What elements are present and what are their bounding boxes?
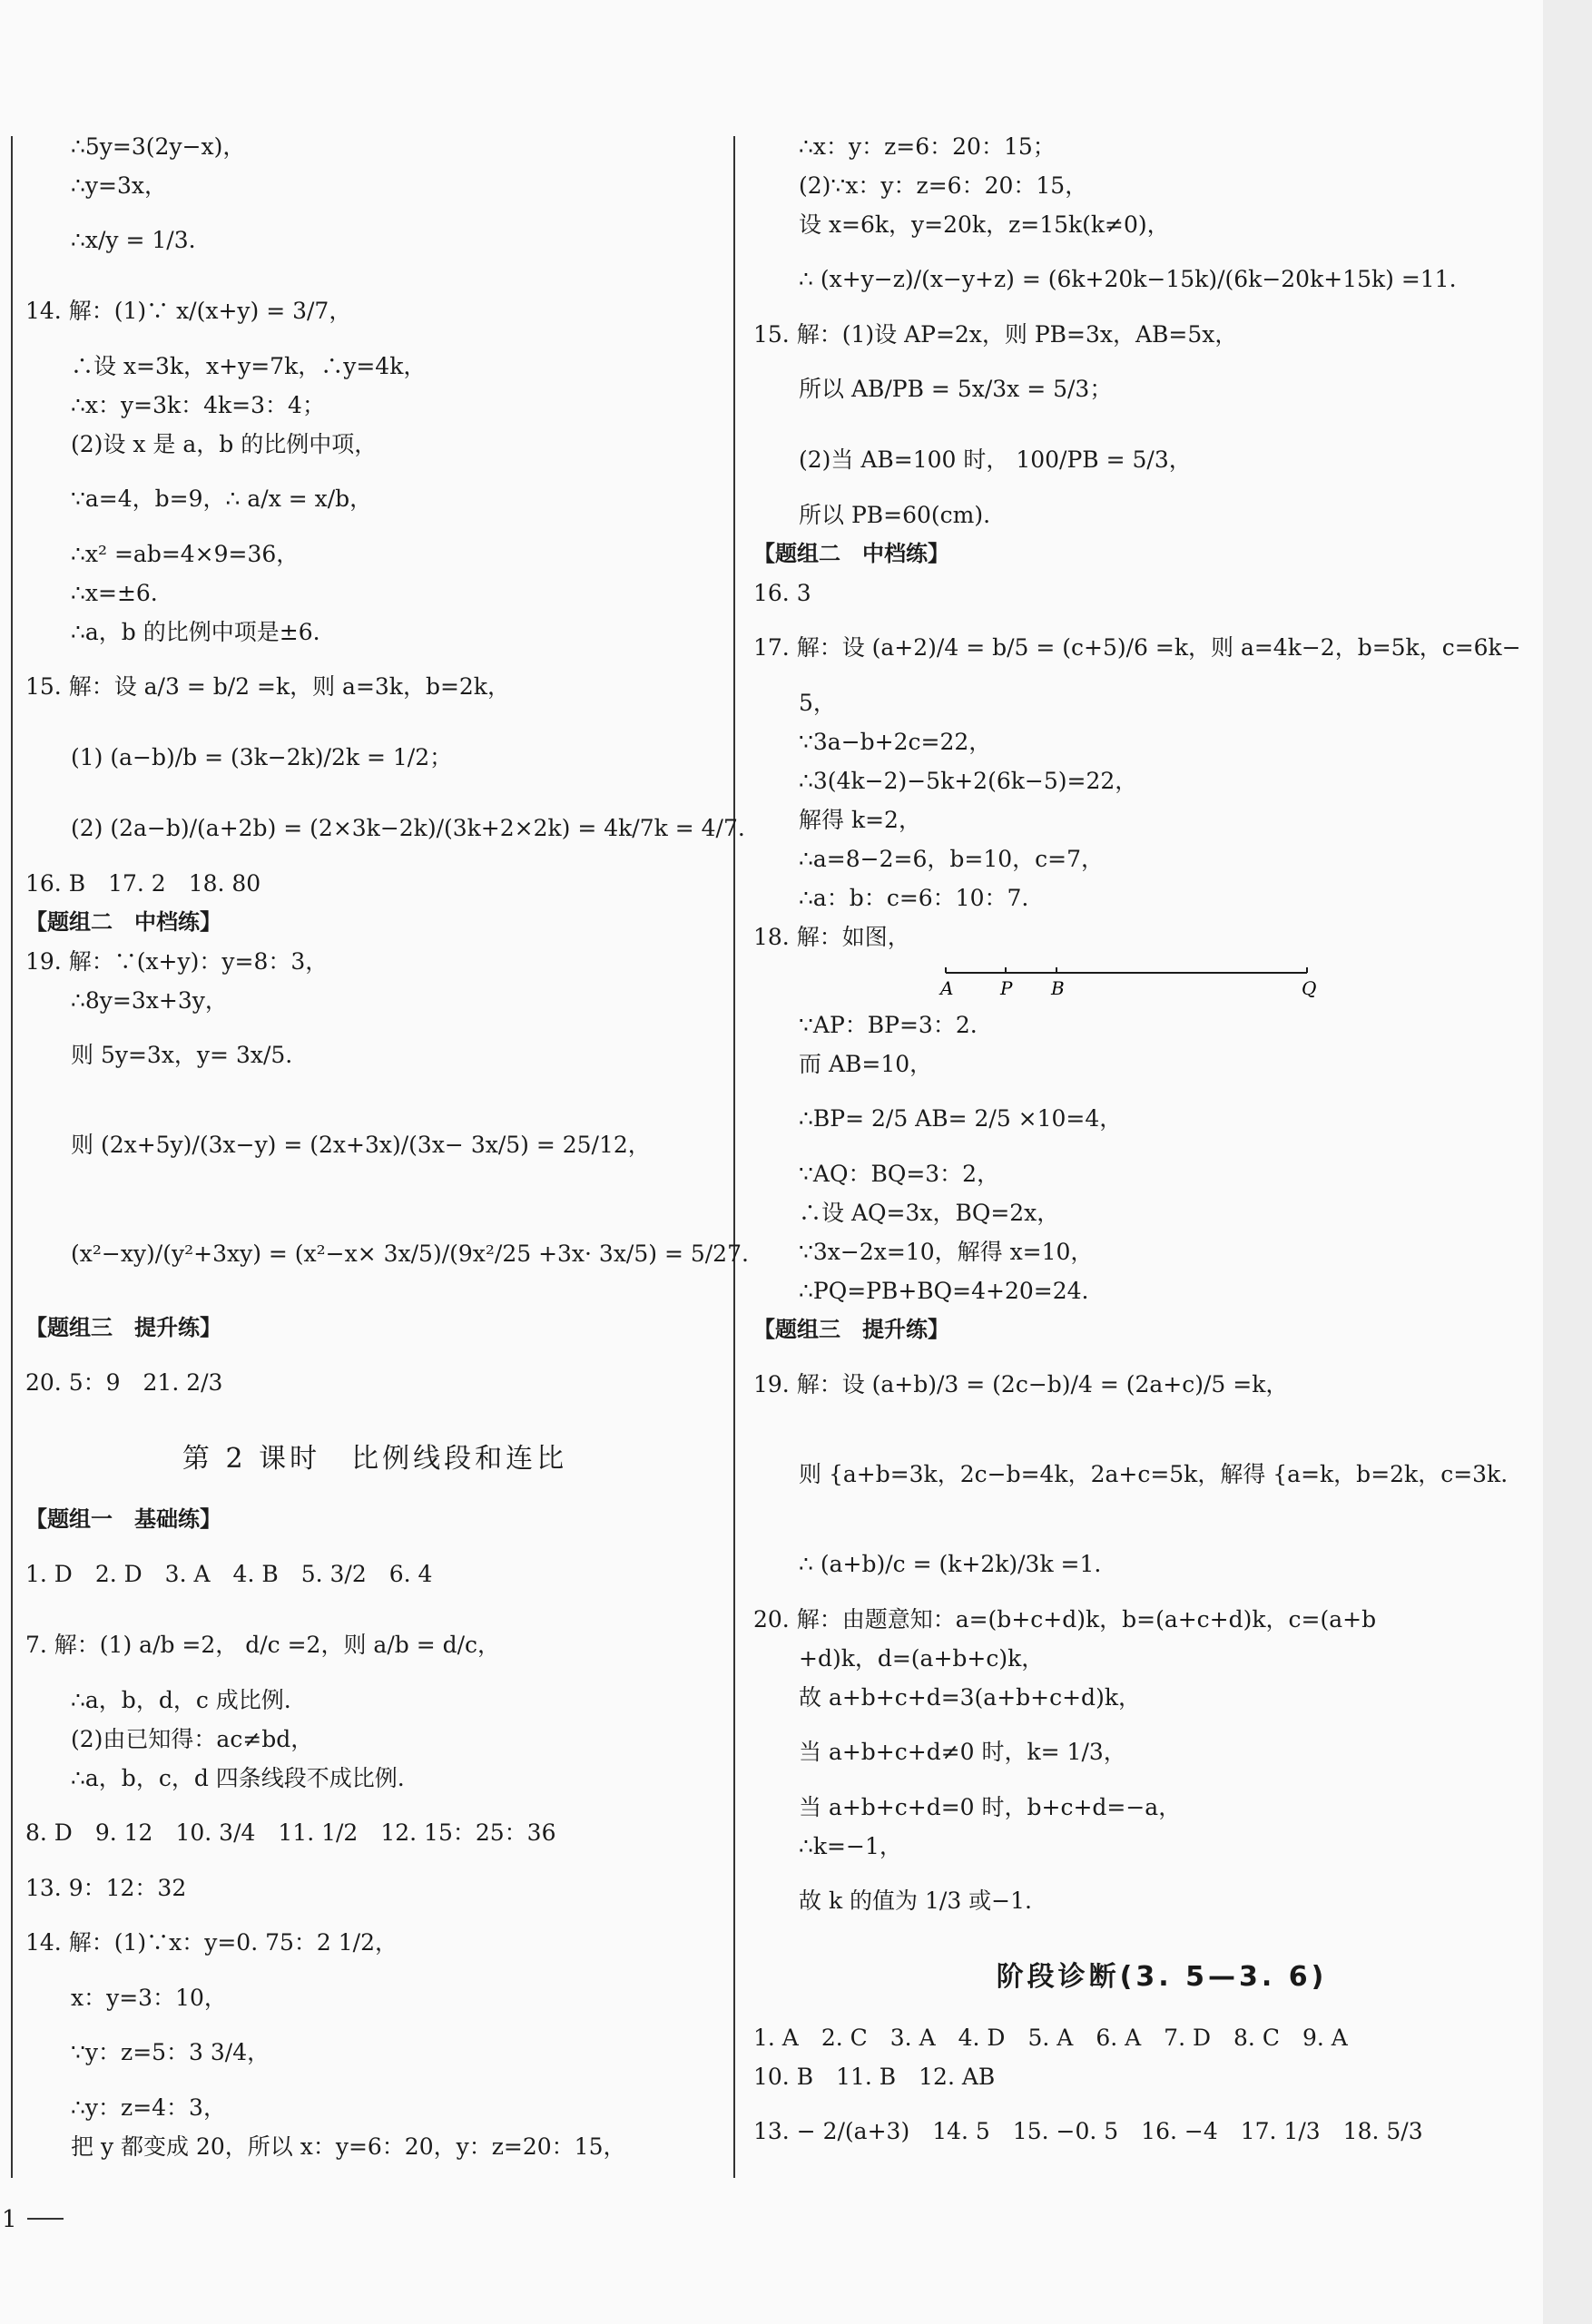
answers-10-12: 10. B 11. B 12. AB <box>753 2064 996 2090</box>
text-line: 5， <box>799 690 836 716</box>
problem-18: 18. 解：如图， <box>753 924 910 950</box>
problem-14b: 14. 解：(1)∵x：y=0. 75：2 1/2， <box>25 1929 398 1956</box>
text-line: 解得 k=2， <box>799 807 921 833</box>
problem-19-right: 19. 解：设 (a+b)/3 = (2c−b)/4 = (2a+c)/5 =k， <box>753 1371 1289 1397</box>
text-line: ∴k=−1， <box>799 1833 902 1859</box>
text-line: ∴x² =ab=4×9=36， <box>71 541 300 567</box>
text-line: ∴BP= 2/5 AB= 2/5 ×10=4， <box>799 1105 1123 1132</box>
text-line: (2)∵x：y：z=6：20：15， <box>799 172 1088 199</box>
section-title: 阶段诊断(3. 5—3. 6) <box>996 1961 1328 1993</box>
text-line: ∴PQ=PB+BQ=4+20=24. <box>799 1278 1089 1304</box>
answers-1-6: 1. D 2. D 3. A 4. B 5. 3/2 6. 4 <box>25 1561 433 1587</box>
text-line: ∴设 x=3k，x+y=7k，∴y=4k， <box>71 353 427 379</box>
text-line: 则 5y=3x，y= 3x/5. <box>71 1042 293 1068</box>
text-line: ∴a，b，c，d 四条线段不成比例. <box>71 1765 405 1791</box>
text-line: ∵AP：BP=3：2. <box>799 1012 978 1038</box>
text-line: 设 x=6k，y=20k，z=15k(k≠0)， <box>799 211 1170 238</box>
text-line: ∴ (x+y−z)/(x−y+z) = (6k+20k−15k)/(6k−20k+15k) =11. <box>799 266 1457 292</box>
text-line: ∴y=3x， <box>71 172 167 199</box>
text-line: (1) (a−b)/b = (3k−2k)/2k = 1/2； <box>71 744 453 770</box>
text-line: ∴5y=3(2y−x)， <box>71 133 246 160</box>
text-line: ∴8y=3x+3y， <box>71 987 228 1014</box>
text-line: ∵AQ：BQ=3：2， <box>799 1161 1000 1187</box>
text-line: (2)当 AB=100 时， 100/PB = 5/3， <box>799 446 1192 473</box>
text-line: 当 a+b+c+d=0 时，b+c+d=−a， <box>799 1794 1182 1820</box>
problem-14: 14. 解：(1)∵ x/(x+y) = 3/7， <box>25 298 352 324</box>
problem-15-right: 15. 解：(1)设 AP=2x，则 PB=3x，AB=5x， <box>753 321 1238 348</box>
page-number-rule <box>27 2218 64 2220</box>
text-line: ∴y：z=4：3， <box>71 2094 226 2121</box>
text-line: ∴x/y = 1/3. <box>71 227 196 253</box>
text-line: ∴3(4k−2)−5k+2(6k−5)=22， <box>799 768 1138 794</box>
text-line: 则 {a+b=3k，2c−b=4k，2a+c=5k，解得 {a=k，b=2k，c=3k. <box>799 1461 1508 1487</box>
text-line: ∴x：y：z=6：20：15； <box>799 133 1056 160</box>
group-heading: 【题组一 基础练】 <box>25 1506 221 1532</box>
text-line: ∴x=±6. <box>71 580 158 606</box>
text-line: 故 k 的值为 1/3 或−1. <box>799 1888 1032 1914</box>
text-line: ∵y：z=5：3 3/4， <box>71 2039 270 2065</box>
text-line: (2)由已知得：ac≠bd， <box>71 1726 314 1752</box>
problem-15: 15. 解：设 a/3 = b/2 =k，则 a=3k，b=2k， <box>25 673 510 700</box>
right-column <box>753 127 1570 2167</box>
text-line: ∴a：b：c=6：10：7. <box>799 885 1029 911</box>
group-heading: 【题组二 中档练】 <box>753 541 949 566</box>
answers-8-12: 8. D 9. 12 10. 3/4 11. 1/2 12. 15：25：36 <box>25 1819 556 1846</box>
text-line: ∵a=4，b=9，∴ a/x = x/b， <box>71 485 373 512</box>
text-line: 则 (2x+5y)/(3x−y) = (2x+3x)/(3x− 3x/5) = 25/12， <box>71 1132 651 1158</box>
problem-7: 7. 解：(1) a/b =2， d/c =2，则 a/b = d/c， <box>25 1632 501 1658</box>
text-line: (2)设 x 是 a，b 的比例中项， <box>71 431 378 457</box>
label-b: B <box>1051 977 1065 998</box>
text-line: ∴a，b 的比例中项是±6. <box>71 619 320 645</box>
text-line: ∴设 AQ=3x，BQ=2x， <box>799 1200 1060 1226</box>
left-margin-rule <box>11 136 13 2178</box>
text-line: ∴a，b，d，c 成比例. <box>71 1687 291 1713</box>
text-line: 把 y 都变成 20，所以 x：y=6：20，y：z=20：15， <box>71 2133 626 2160</box>
text-line: ∵3x−2x=10，解得 x=10， <box>799 1239 1094 1265</box>
left-column <box>25 127 749 2166</box>
column-divider <box>733 136 735 2178</box>
text-line: ∴x：y=3k：4k=3：4； <box>71 392 325 418</box>
text-line: 而 AB=10， <box>799 1051 933 1077</box>
group-heading: 【题组二 中档练】 <box>25 909 221 935</box>
label-q: Q <box>1302 977 1317 998</box>
text-line: +d)k，d=(a+b+c)k， <box>799 1645 1045 1672</box>
text-line: 所以 AB/PB = 5x/3x = 5/3； <box>799 376 1113 402</box>
answer-13: 13. 9：12：32 <box>25 1875 187 1901</box>
text-line: (2) (2a−b)/(a+2b) = (2×3k−2k)/(3k+2×2k) = 4k/7k = 4/7. <box>71 815 745 841</box>
answers-20-21: 20. 5：9 21. 2/3 <box>25 1369 223 1396</box>
label-a: A <box>940 977 954 998</box>
answers-1-9: 1. A 2. C 3. A 4. D 5. A 6. A 7. D 8. C 9. A <box>753 2025 1348 2051</box>
text-line: 当 a+b+c+d≠0 时，k= 1/3， <box>799 1739 1126 1765</box>
text-line: (x²−xy)/(y²+3xy) = (x²−x× 3x/5)/(9x²/25 +3x· 3x/5) = 5/27. <box>71 1240 749 1267</box>
answers-13-18: 13. − 2/(a+3) 14. 5 15. −0. 5 16. −4 17. 1/3 18. 5/3 <box>753 2118 1423 2144</box>
text-line: 所以 PB=60(cm). <box>799 502 991 528</box>
group-heading: 【题组三 提升练】 <box>25 1315 221 1340</box>
answers-16-18: 16. B 17. 2 18. 80 <box>25 870 261 897</box>
problem-19: 19. 解：∵(x+y)：y=8：3， <box>25 948 329 975</box>
text-line: ∵3a−b+2c=22， <box>799 729 992 755</box>
problem-20: 20. 解：由题意知：a=(b+c+d)k，b=(a+c+d)k，c=(a+b <box>753 1606 1377 1633</box>
answer-16: 16. 3 <box>753 580 811 606</box>
text-line: 故 a+b+c+d=3(a+b+c+d)k， <box>799 1684 1141 1711</box>
text-line: ∴ (a+b)/c = (k+2k)/3k =1. <box>799 1551 1102 1577</box>
problem-17: 17. 解：设 (a+2)/4 = b/5 = (c+5)/6 =k，则 a=4k−2，b=5k，c=6k− <box>753 634 1521 661</box>
label-p: P <box>1000 977 1013 998</box>
segment-diagram <box>935 962 1325 998</box>
section-title: 第 2 课时 比例线段和连比 <box>182 1443 568 1475</box>
text-line: ∴a=8−2=6，b=10，c=7， <box>799 846 1104 872</box>
text-line: x：y=3：10， <box>71 1985 227 2011</box>
page-number: 1 <box>2 2206 17 2233</box>
group-heading: 【题组三 提升练】 <box>753 1317 949 1342</box>
